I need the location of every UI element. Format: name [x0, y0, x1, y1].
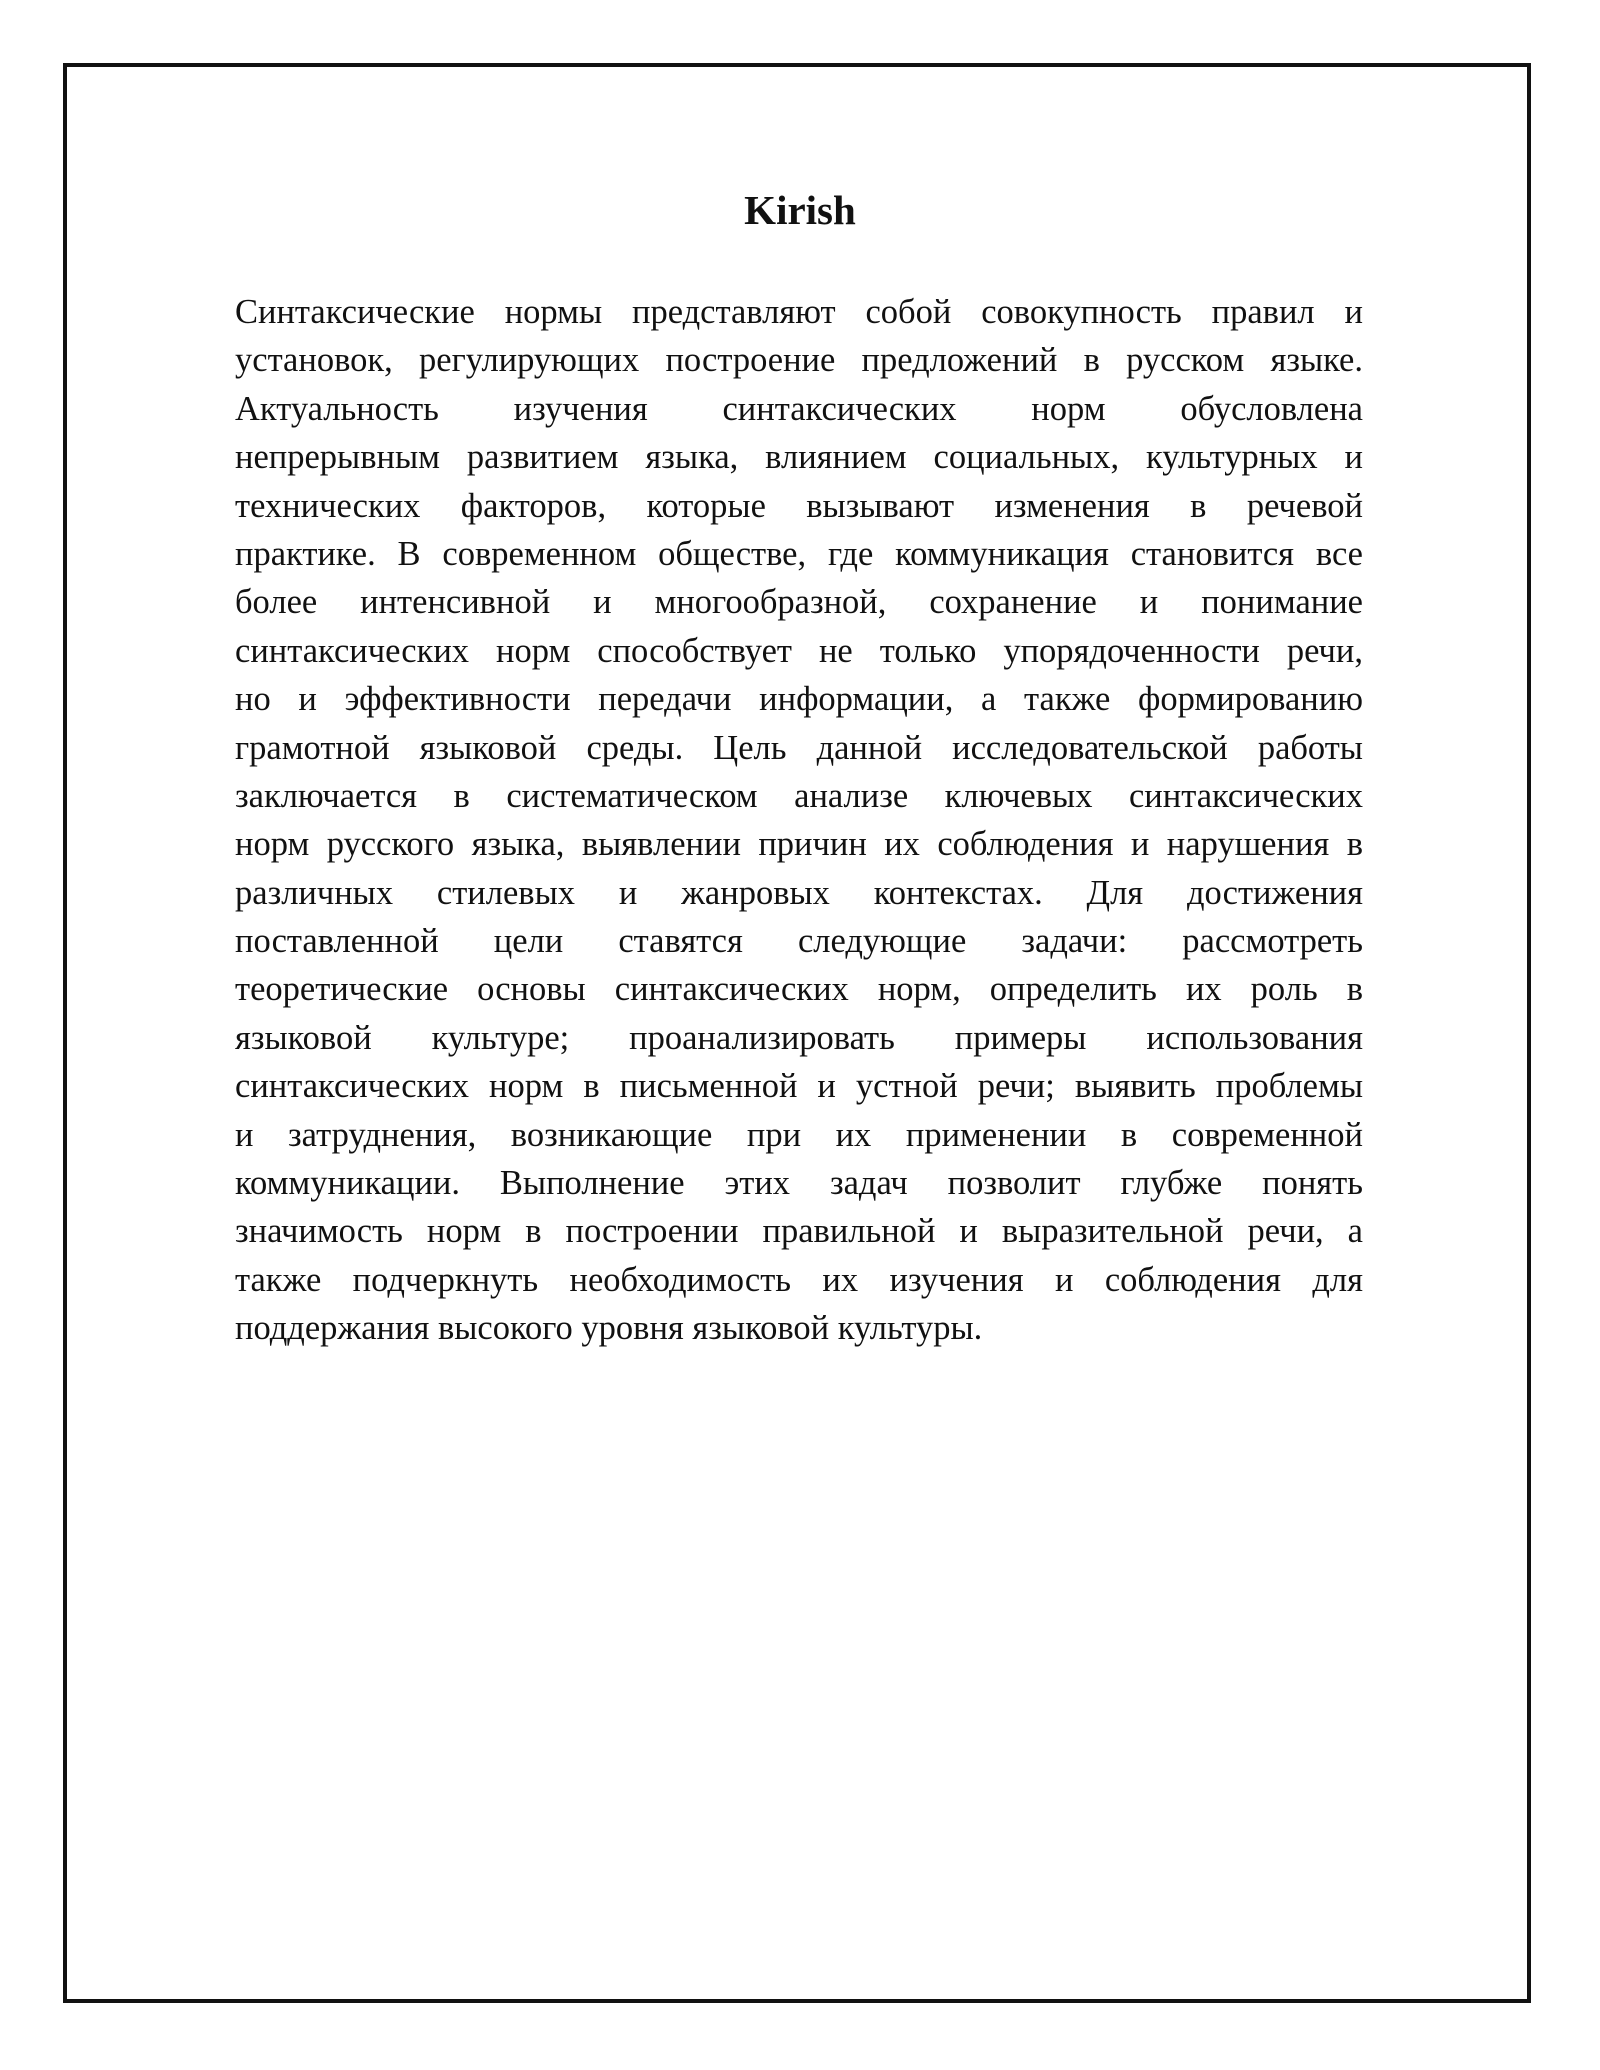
paragraph-line: коммуникации. Выполнение этих задач позволит глубже понять	[235, 1164, 1363, 1203]
paragraph-line: установок, регулирующих построение предложений в русском языке.	[235, 341, 1363, 380]
paragraph-line: Актуальность изучения синтаксических норм обусловлена	[235, 389, 1363, 428]
paragraph-line: грамотной языковой среды. Цель данной исследовательской работы	[235, 728, 1363, 767]
paragraph-line: синтаксических норм способствует не только упорядоченности речи,	[235, 631, 1363, 670]
paragraph-line: теоретические основы синтаксических норм, определить их роль в	[235, 970, 1363, 1009]
paragraph-line: непрерывным развитием языка, влиянием социальных, культурных и	[235, 438, 1363, 477]
paragraph-line: синтаксических норм в письменной и устной речи; выявить проблемы	[235, 1067, 1363, 1106]
document-paragraph	[235, 288, 1363, 1353]
paragraph-line: языковой культуре; проанализировать примеры использования	[235, 1018, 1363, 1057]
paragraph-line: и затруднения, возникающие при их применении в современной	[235, 1115, 1363, 1154]
paragraph-line: заключается в систематическом анализе ключевых синтаксических	[235, 776, 1363, 815]
paragraph-line: но и эффективности передачи информации, а также формированию	[235, 680, 1363, 719]
document-title: Kirish	[744, 187, 856, 233]
paragraph-line: поставленной цели ставятся следующие задачи: рассмотреть	[235, 922, 1363, 961]
paragraph-line: значимость норм в построении правильной и выразительной речи, а	[235, 1212, 1363, 1251]
paragraph-line: более интенсивной и многообразной, сохранение и понимание	[235, 583, 1363, 622]
paragraph-line: норм русского языка, выявлении причин их соблюдения и нарушения в	[235, 825, 1363, 864]
paragraph-line: поддержания высокого уровня языковой культуры.	[235, 1309, 983, 1348]
paragraph-line: также подчеркнуть необходимость их изучения и соблюдения для	[235, 1260, 1363, 1299]
paragraph-line: практике. В современном обществе, где коммуникация становится все	[235, 534, 1363, 573]
paragraph-line: Синтаксические нормы представляют собой совокупность правил и	[235, 293, 1363, 331]
paragraph-line: различных стилевых и жанровых контекстах. Для достижения	[235, 873, 1363, 912]
paragraph-line: технических факторов, которые вызывают изменения в речевой	[235, 486, 1363, 525]
